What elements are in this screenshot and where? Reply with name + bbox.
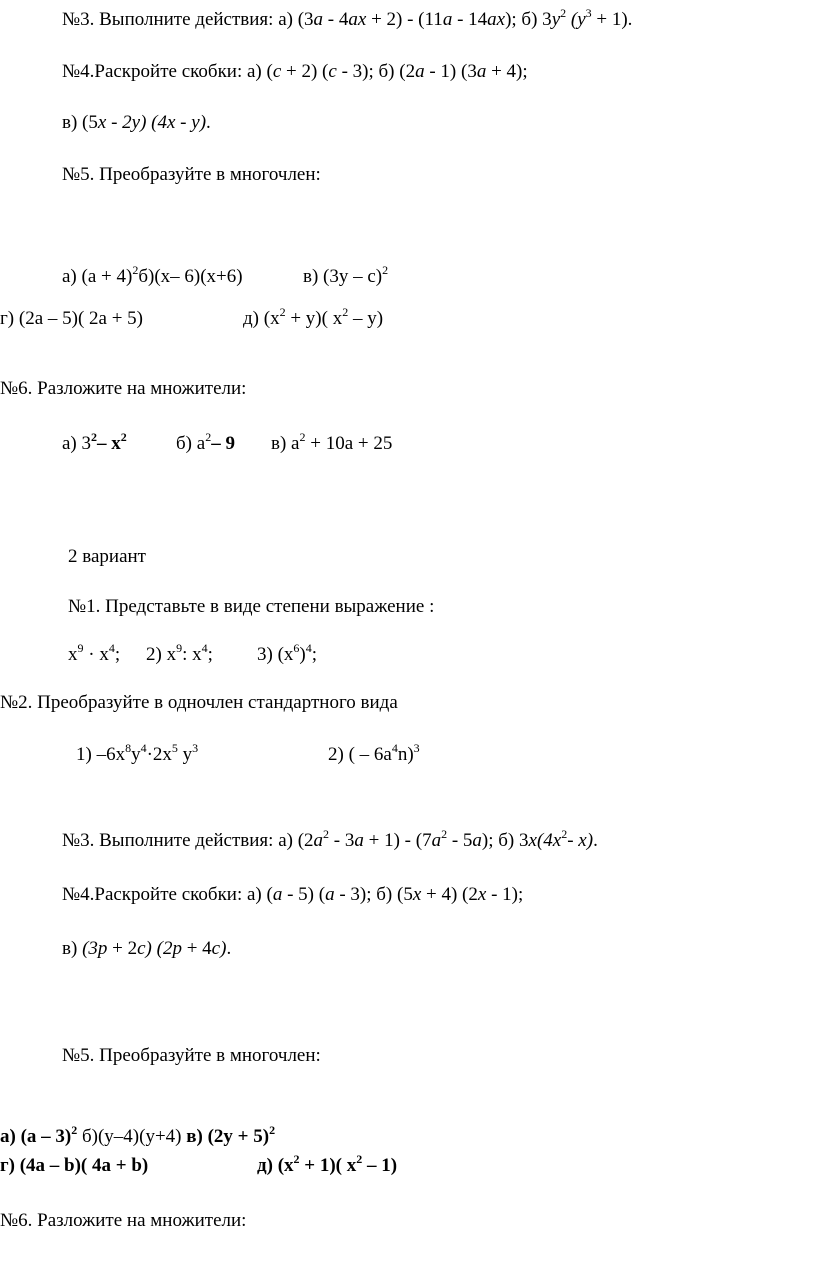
v1-task6-b: б) $а^2-$ 9 — [176, 430, 235, 454]
v2-task5-title: №5. Преобразуйте в многочлен: — [62, 1045, 321, 1066]
v2-task4-part-c: в) (3р + 2с) (2р + 4с). — [62, 938, 232, 959]
v2-task5-e: д) $(х^2 + 1)$( $х^2 - 1$) — [257, 1152, 398, 1176]
v2-task2-a: 1) $-6х^8у^4\cdot 2х^5$ $у^3$ — [76, 741, 199, 765]
v2-task1-a: $х^9 \cdot х^4$; — [68, 641, 121, 665]
v2-task3: №3. Выполните действия: а) $(2а^2 - 3а + 1) - (7а^2 - 5а)$; б) $3х(4х^2-$ х). — [62, 827, 598, 851]
v2-task2-title: №2. Преобразуйте в одночлен стандартного вида — [0, 692, 398, 713]
v2-task5-d: г) (4а – b)( 4а + b) — [0, 1155, 149, 1176]
v1-task5-d: г) (2а – 5)( 2а + 5) — [0, 308, 144, 329]
v2-task1-title: №1. Представьте в виде степени выражение : — [68, 596, 435, 617]
v2-task2-b: 2) ( – $6а^4n)^3$ — [328, 741, 420, 765]
v1-task3: №3. Выполните действия: а) (3а - 4ах + 2) - (11а - 14ах); б) $3у^2$ $(у^3 + 1)$. — [62, 6, 633, 30]
v2-task1-b: 2) $х^9$: $х^4$; — [146, 641, 213, 665]
v1-task5-title: №5. Преобразуйте в многочлен: — [62, 164, 321, 185]
v2-task1-c: 3) $(х^6)^4$; — [257, 641, 318, 665]
v2-task5-a: а) (а – 3)$^2$ б)(у–4)(у+4) в) $(2у + 5)^2$ — [0, 1123, 276, 1147]
v1-task4-part-c: в) (5х - 2у) (4х - у). — [62, 112, 211, 133]
v1-task6-a: а) $3^2-$ $х^2$ — [62, 430, 127, 454]
v1-task4: №4.Раскройте скобки: а) (с + 2) (с - 3); б) (2а - 1) (3а + 4); — [62, 61, 528, 82]
v1-task6-c: в) $а^2 + 10а + 25$ — [271, 430, 393, 454]
v1-task5-c: в) (3у – с)$^2$ — [303, 263, 389, 287]
v1-task5-e: д) $(х^2 + у)$( $х^2 - у$) — [243, 305, 384, 329]
variant-2-title: 2 вариант — [68, 546, 146, 567]
v1-task6-title: №6. Разложите на множители: — [0, 378, 247, 399]
v1-task5-a: а) $(а + 4)^2б)(х-$ 6)(х+6) — [62, 263, 243, 287]
v2-task6-title: №6. Разложите на множители: — [0, 1210, 247, 1231]
v2-task4: №4.Раскройте скобки: а) (а - 5) (а - 3); б) (5х + 4) (2х - 1); — [62, 884, 524, 905]
